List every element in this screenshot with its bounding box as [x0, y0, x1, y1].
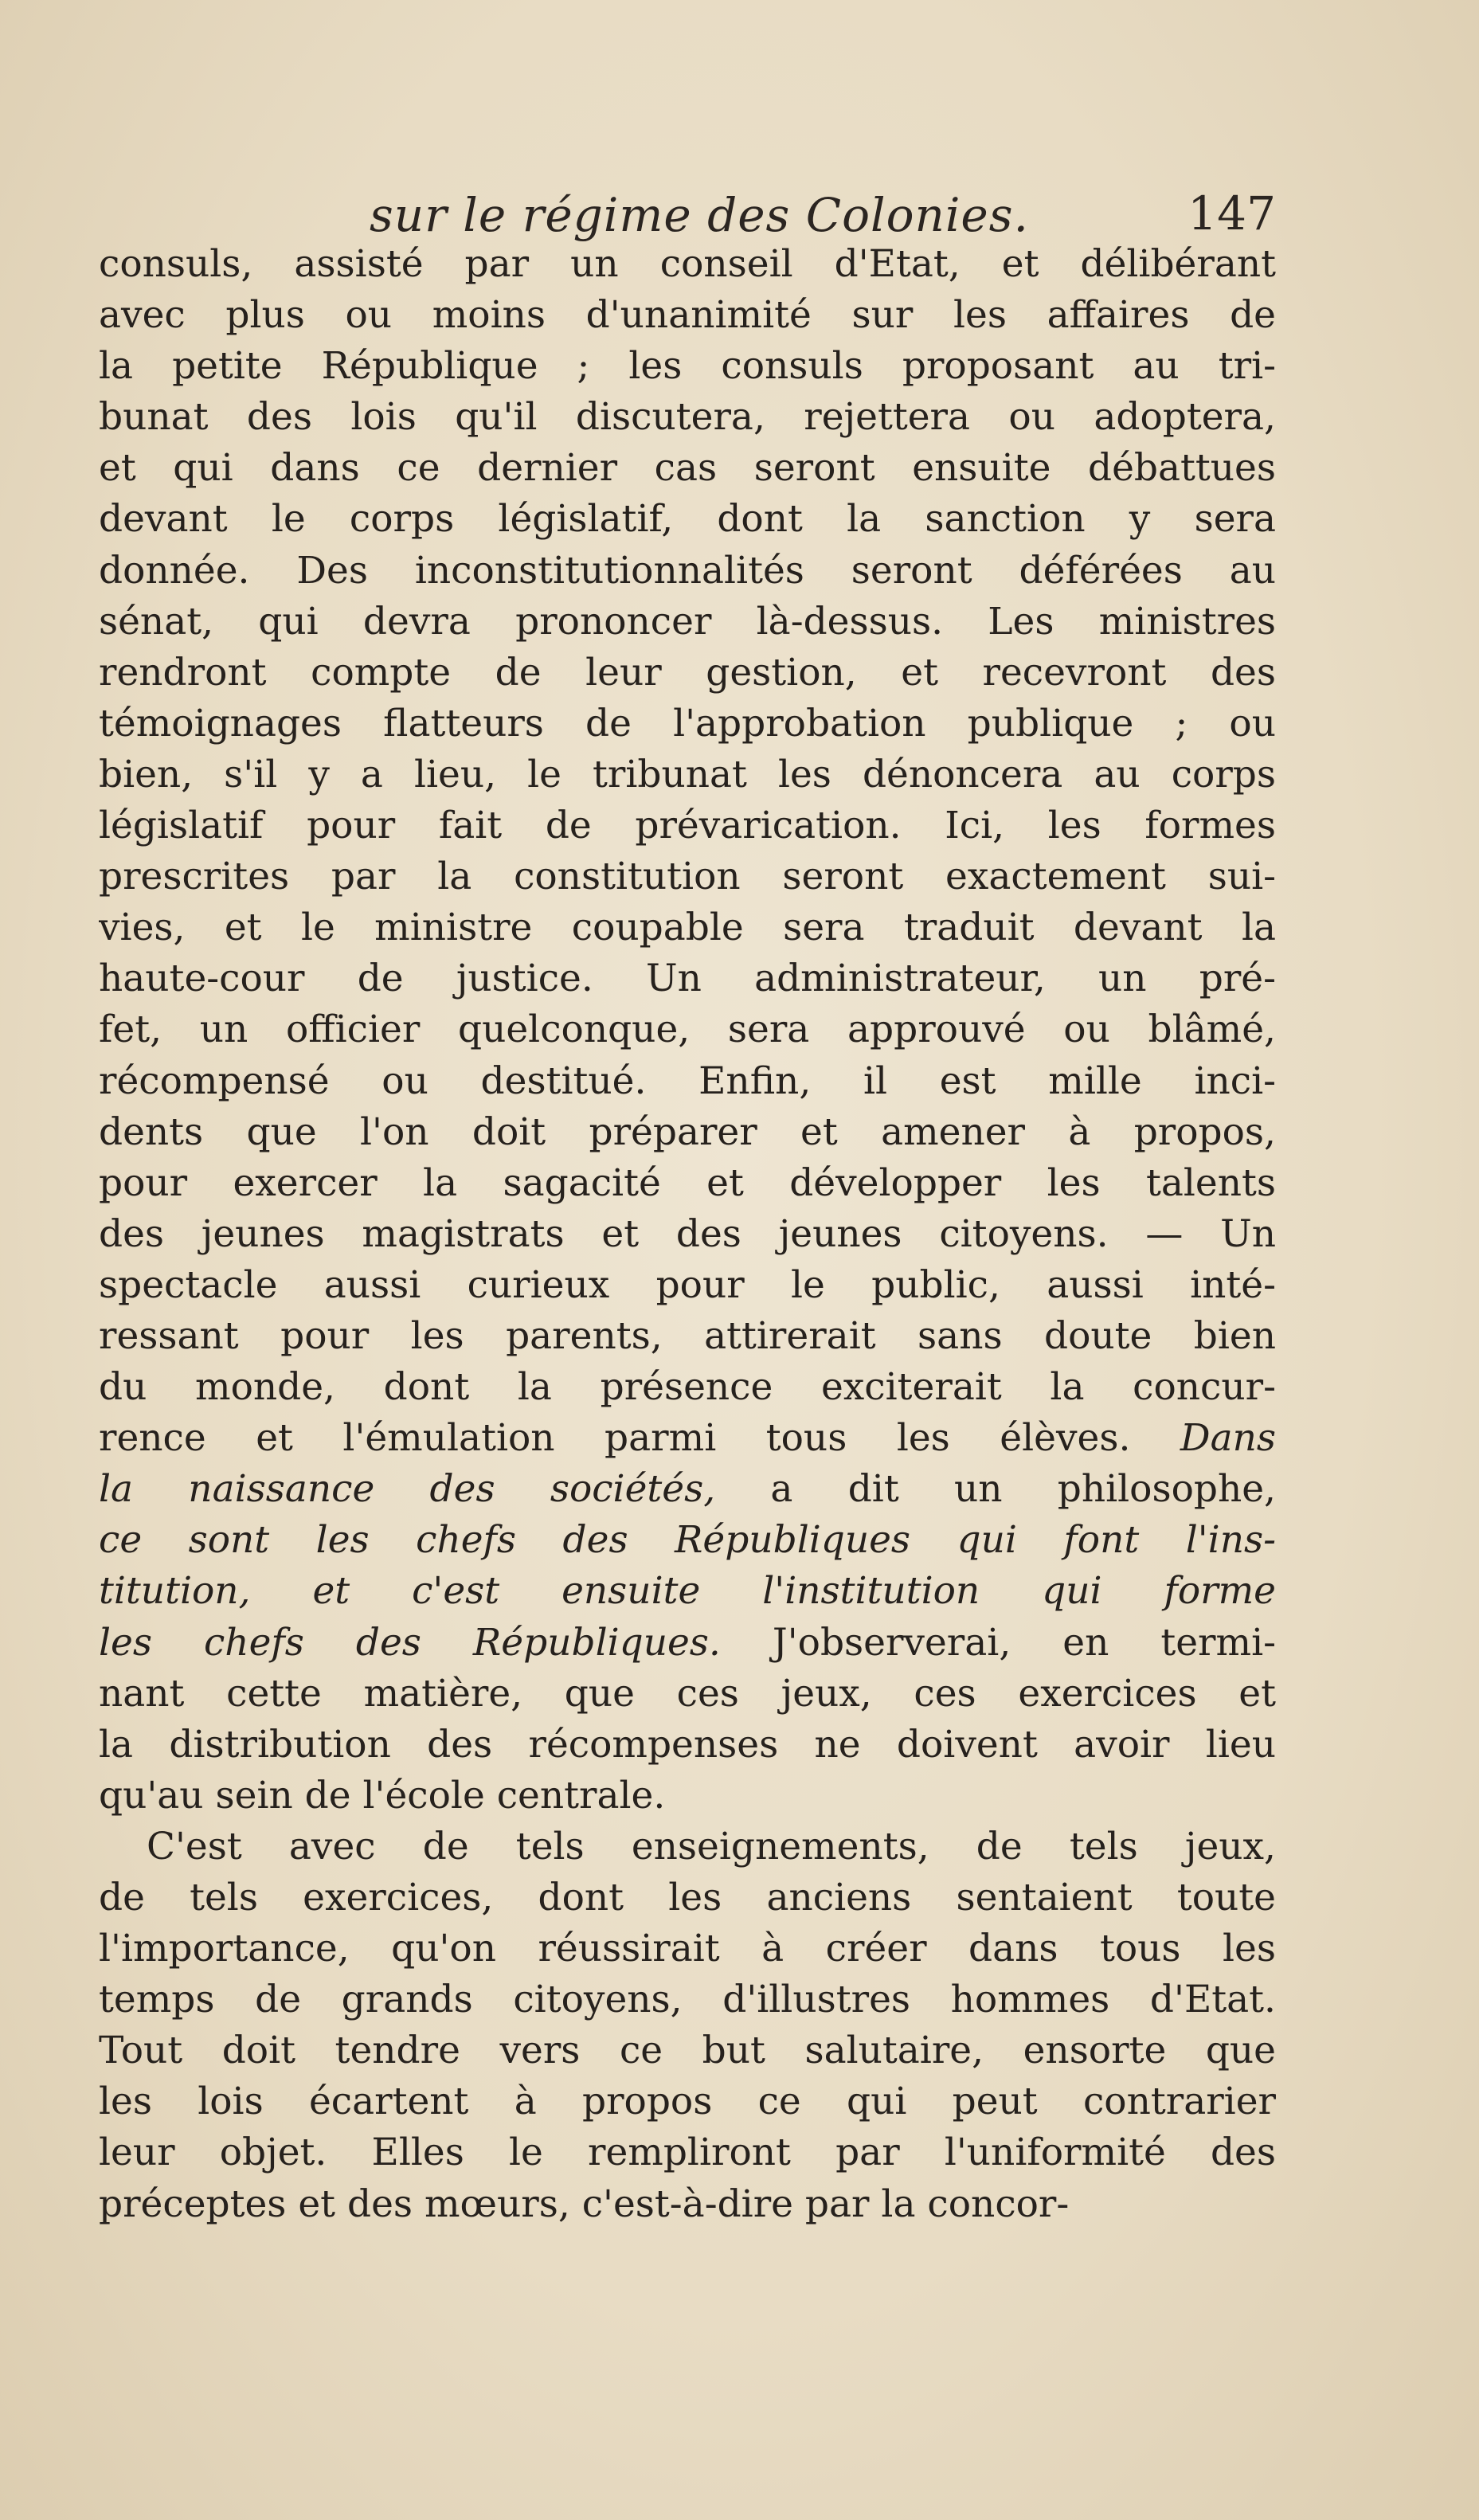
text-line: sénat, qui devra prononcer là-dessus. Les ministres: [99, 599, 1276, 644]
page-number: 147: [1188, 186, 1276, 241]
text-line: [99, 1618, 1276, 1669]
text-line: de tels exercices, dont les anciens sentaient toute: [99, 1876, 1276, 1919]
paragraph: [99, 239, 1276, 1822]
text-line: l'importance, qu'on réussirait à créer dans tous les: [99, 1927, 1276, 1971]
line-segment: J'observerai, en termi-: [720, 1620, 1276, 1665]
text-line: donnée. Des inconstitutionnalités seront déférées au: [99, 548, 1276, 593]
text-line: les lois écartent à propos ce qui peut contrarier: [99, 2080, 1276, 2124]
text-line: [99, 1515, 1276, 1566]
text-line: prescrites par la constitution seront exactement sui-: [99, 855, 1276, 899]
line-segment: a dit un philosophe,: [715, 1467, 1276, 1512]
text-line: pour exercer la sagacité et développer les talents: [99, 1160, 1276, 1205]
text-line: spectacle aussi curieux pour le public, aussi inté-: [99, 1262, 1276, 1307]
text-line: fet, un officier quelconque, sera approuvé ou blâmé,: [99, 1008, 1276, 1052]
text-line: législatif pour fait de prévarication. Ici, les formes: [99, 804, 1276, 848]
page-header: [99, 182, 1276, 245]
text-line: temps de grands citoyens, d'illustres hommes d'Etat.: [99, 1978, 1276, 2022]
text-line: et qui dans ce dernier cas seront ensuite débattues: [99, 446, 1276, 491]
body-text: [99, 239, 1276, 2230]
text-line: bunat des lois qu'il discutera, rejettera ou adoptera,: [99, 395, 1276, 440]
text-line: consuls, assisté par un conseil d'Etat, et délibérant: [99, 242, 1276, 286]
line-segment: rence et l'émulation parmi tous les élèves.: [99, 1416, 1180, 1461]
text-line: récompensé ou destitué. Enfin, il est mille inci-: [99, 1058, 1276, 1103]
running-title: sur le régime des Colonies.: [370, 188, 1029, 242]
text-line: [99, 1413, 1276, 1464]
text-line: vies, et le ministre coupable sera traduit devant la: [99, 906, 1276, 950]
text-line: nant cette matière, que ces jeux, ces exercices et: [99, 1671, 1276, 1716]
text-line: [99, 1566, 1276, 1617]
italic-quotation: Dans: [1180, 1416, 1276, 1461]
text-line: qu'au sein de l'école centrale.: [99, 1773, 666, 1818]
text-line: leur objet. Elles le rempliront par l'uniformité des: [99, 2131, 1276, 2175]
text-line: préceptes et des mœurs, c'est-à-dire par la concor-: [99, 2182, 1070, 2226]
text-line: des jeunes magistrats et des jeunes citoyens. — Un: [99, 1211, 1276, 1256]
text-line: témoignages flatteurs de l'approbation publique ; ou: [99, 701, 1276, 745]
text-line: ressant pour les parents, attirerait sans doute bien: [99, 1313, 1276, 1358]
text-line: dents que l'on doit préparer et amener à propos,: [99, 1109, 1276, 1154]
text-line: devant le corps législatif, dont la sanction y sera: [99, 497, 1276, 542]
text-line: la distribution des récompenses ne doivent avoir lieu: [99, 1722, 1276, 1767]
text-line: haute-cour de justice. Un administrateur, un pré-: [99, 957, 1276, 1001]
text-line: Tout doit tendre vers ce but salutaire, ensorte que: [99, 2029, 1276, 2073]
text-line: avec plus ou moins d'unanimité sur les affaires de: [99, 293, 1276, 338]
text-line: bien, s'il y a lieu, le tribunat les dénoncera au corps: [99, 752, 1276, 796]
text-line: C'est avec de tels enseignements, de tels jeux,: [147, 1824, 1276, 1868]
paragraph: [99, 1822, 1276, 2230]
text-line: [99, 1464, 1276, 1515]
italic-quotation: titution, et c'est ensuite l'institution qui forme: [99, 1569, 1276, 1614]
italic-quotation: la naissance des sociétés,: [99, 1467, 716, 1512]
text-line: rendront compte de leur gestion, et recevront des: [99, 650, 1276, 695]
italic-quotation: ce sont les chefs des Républiques qui font l'ins-: [99, 1518, 1276, 1563]
text-line: du monde, dont la présence exciterait la concur-: [99, 1365, 1276, 1410]
text-line: la petite République ; les consuls proposant au tri-: [99, 344, 1276, 389]
italic-quotation: les chefs des Républiques.: [99, 1620, 721, 1665]
